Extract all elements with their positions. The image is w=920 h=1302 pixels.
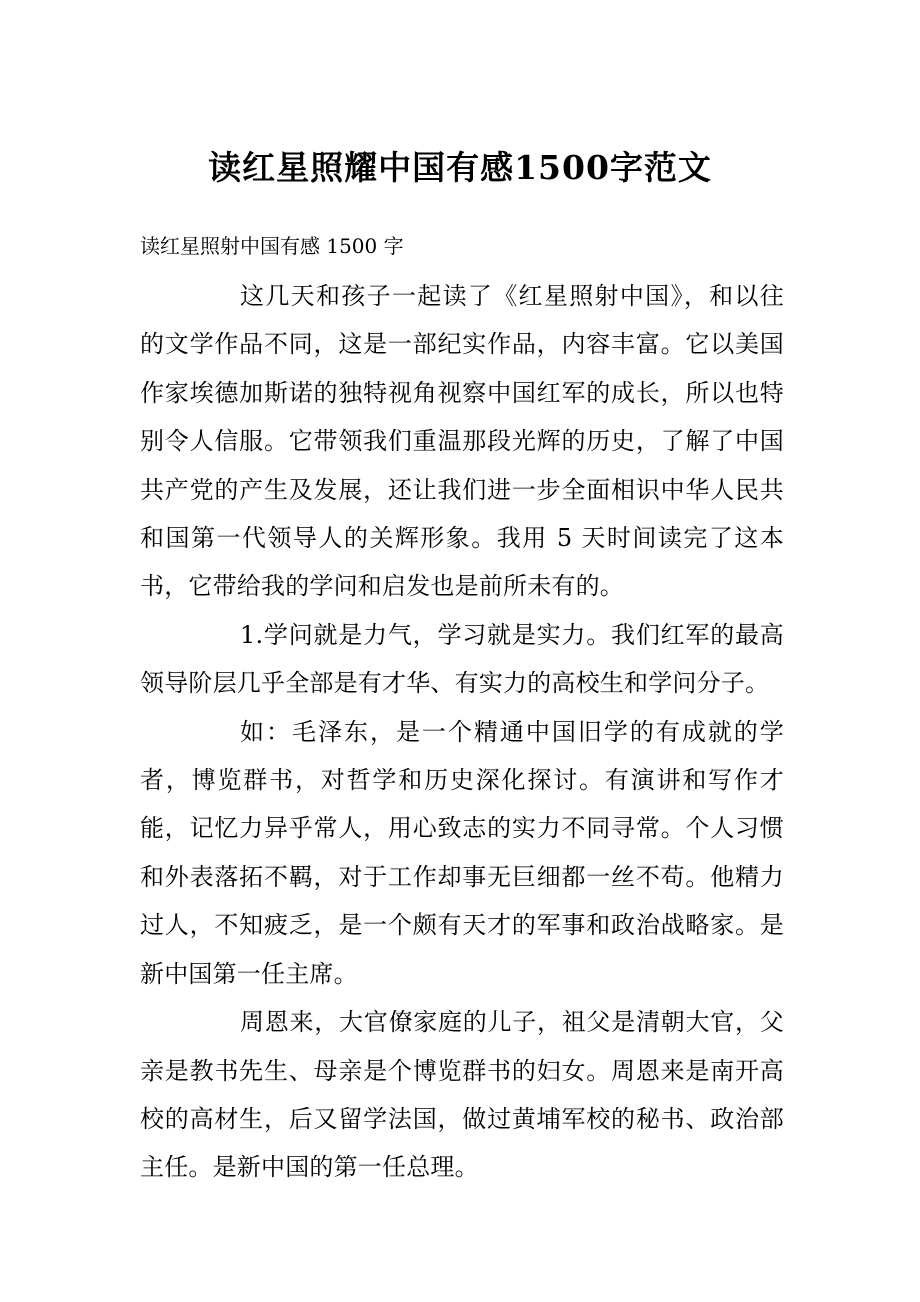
- document-body: [140, 272, 784, 1192]
- document-title: 读红星照耀中国有感1500字范文: [208, 148, 712, 187]
- document-subtitle: 读红星照射中国有感 1500 字: [140, 234, 404, 258]
- paragraph: 这几天和孩子一起读了《红星照射中国》，和以往的文学作品不同，这是一部纪实作品，内容丰富。它以美国作家埃德加斯诺的独特视角视察中国红军的成长，所以也特别令人信服。它带领我们重温那段光辉的历史，了解了中国共产党的产生及发展，还让我们进一步全面相识中华人民共和国第一代领导人的关辉形象。我用 5 天时间读完了这本书，它带给我的学问和启发也是前所未有的。: [140, 282, 784, 601]
- paragraph: 如：毛泽东，是一个精通中国旧学的有成就的学者，博览群书，对哲学和历史深化探讨。有演讲和写作才能，记忆力异乎常人，用心致志的实力不同寻常。个人习惯和外表落拓不羁，对于工作却事无巨细都一丝不苟。他精力过人，不知疲乏，是一个颇有天才的军事和政治战略家。是新中国第一任主席。: [140, 717, 784, 988]
- paragraph: 1.学问就是力气，学习就是实力。我们红军的最高领导阶层几乎全部是有才华、有实力的高校生和学问分子。: [140, 620, 784, 698]
- paragraph: 周恩来，大官僚家庭的儿子，祖父是清朝大官，父亲是教书先生、母亲是个博览群书的妇女。周恩来是南开高校的高材生，后又留学法国，做过黄埔军校的秘书、政治部主任。是新中国的第一任总理。: [140, 1008, 784, 1182]
